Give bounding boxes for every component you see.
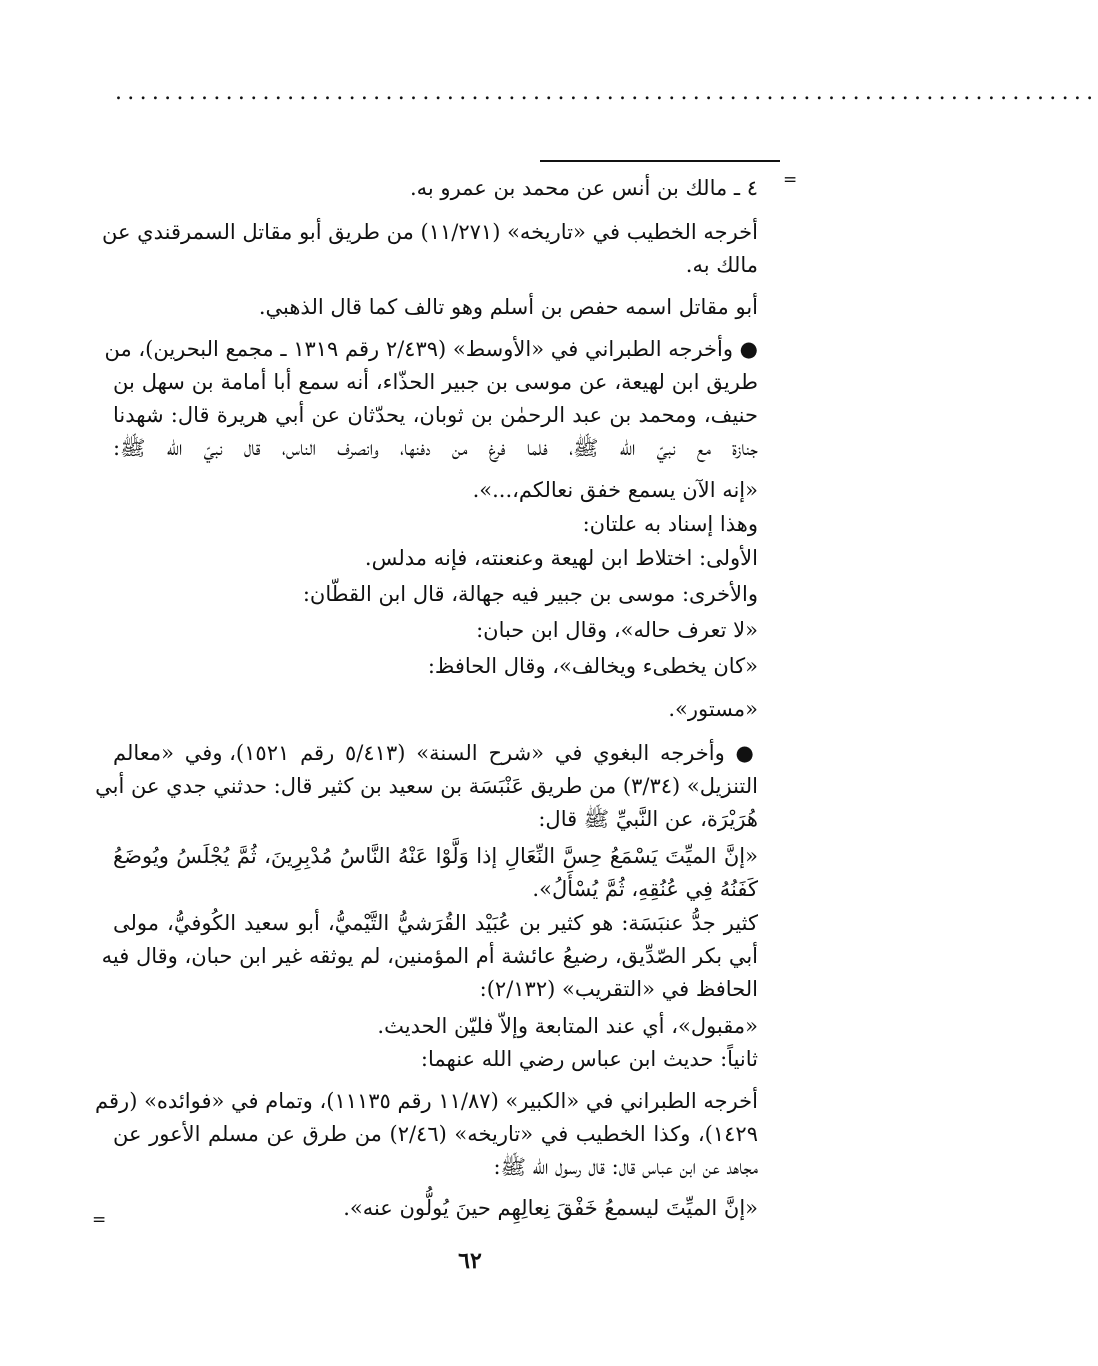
text-line: أخرجه الطبراني في «الكبير» (١١/٨٧ رقم ١١١٣٥)، وتمام في «فوائده» (رقم — [95, 1089, 758, 1113]
text-line: ● وأخرجه الطبراني في «الأوسط» (٢/٤٣٩ رقم ١٣١٩ ـ مجمع البحرين)، من — [104, 337, 758, 361]
text-line: «كان يخطىء ويخالف»، وقال الحافظ: — [427, 654, 758, 678]
text-line: أبو مقاتل اسمه حفص بن أسلم وهو تالف كما قال الذهبي. — [258, 295, 758, 319]
text-line: ثانياً: حديث ابن عباس رضي الله عنهما: — [420, 1047, 758, 1071]
text-line: التنزيل» (٣/٣٤) من طريق عَنْبَسَة بن سعيد بن كثير قال: حدثني جدي عن أبي — [95, 774, 758, 798]
text-line: ١٤٢٩)، وكذا الخطيب في «تاريخه» (٢/٤٦) من طرق عن مسلم الأعور عن — [113, 1122, 758, 1146]
text-line: «إنَّ الميِّتَ يَسْمَعُ حِسَّ النِّعَالِ إذا وَلَّوْا عَنْهُ النَّاسُ مُدْبِرِينَ، ثُمَّ يُجْلَسُ ويُوضَعُ — [113, 844, 758, 868]
text-line: «مقبول»، أي عند المتابعة وإلاّ فليّن الحديث. — [377, 1014, 758, 1038]
text-line: مالك به. — [685, 253, 758, 277]
separator-dots: ................................................................................ — [115, 80, 1098, 105]
page-number: ٦٢ — [458, 1248, 482, 1274]
footnote-rule — [540, 160, 780, 162]
text-line: الأولى: اختلاط ابن لهيعة وعنعنته، فإنه مدلس. — [364, 546, 758, 570]
text-line: «مستور». — [668, 697, 758, 721]
text-line: الحافظ في «التقريب» (٢/١٣٢): — [479, 977, 758, 1001]
text-line: طريق ابن لهيعة، عن موسى بن جبير الحذّاء، أنه سمع أبا أمامة بن سهل بن — [113, 370, 758, 394]
text-line: جنازة مع نبيّ الله ﷺ، فلما فرغ من دفنها، وانصرف الناس، قال نبيّ الله ﷺ: — [113, 436, 758, 460]
text-line: هُرَيْرَة، عن النَّبيِّ ﷺ قال: — [538, 807, 758, 831]
text-line: «لا تعرف حاله»، وقال ابن حبان: — [476, 618, 758, 642]
continuation-mark-top: = — [783, 170, 798, 190]
text-line: أبي بكر الصّدِّيق، رضيعُ عائشة أم المؤمنين، لم يوثقه غير ابن حبان، وقال فيه — [101, 944, 758, 968]
text-line: والأخرى: موسى بن جبير فيه جهالة، قال ابن القطّان: — [302, 582, 758, 606]
text-line: كثير جدُّ عنبَسَة: هو كثير بن عُبَيْد القُرَشيُّ التَّيْميُّ، أبو سعيد الكُوفيُّ، مولى — [113, 911, 758, 935]
text-line: وهذا إسناد به علتان: — [582, 512, 758, 536]
text-line: مجاهد عن ابن عباس قال: قال رسول الله ﷺ: — [493, 1155, 758, 1179]
text-line: كَفَنُهُ فِي عُنُقِهِ، ثُمَّ يُسْأَلُ». — [532, 877, 758, 901]
text-line: «إنَّ الميِّتَ ليسمعُ خَفْقَ نِعالِهِم حينَ يُولُّون عنه». — [343, 1196, 758, 1220]
text-line: حنيف، ومحمد بن عبد الرحمٰن بن ثوبان، يحدّثان عن أبي هريرة قال: شهدنا — [113, 403, 758, 427]
text-line: «إنه الآن يسمع خفق نعالكم،...». — [472, 478, 758, 502]
continuation-mark-bottom: = — [92, 1210, 107, 1230]
text-line: ● وأخرجه البغوي في «شرح السنة» (٥/٤١٣ رقم ١٥٢١)، وفي «معالم — [113, 741, 758, 765]
text-line: ٤ ـ مالك بن أنس عن محمد بن عمرو به. — [409, 176, 758, 200]
text-line: أخرجه الخطيب في «تاريخه» (١١/٢٧١) من طريق أبو مقاتل السمرقندي عن — [101, 220, 758, 244]
